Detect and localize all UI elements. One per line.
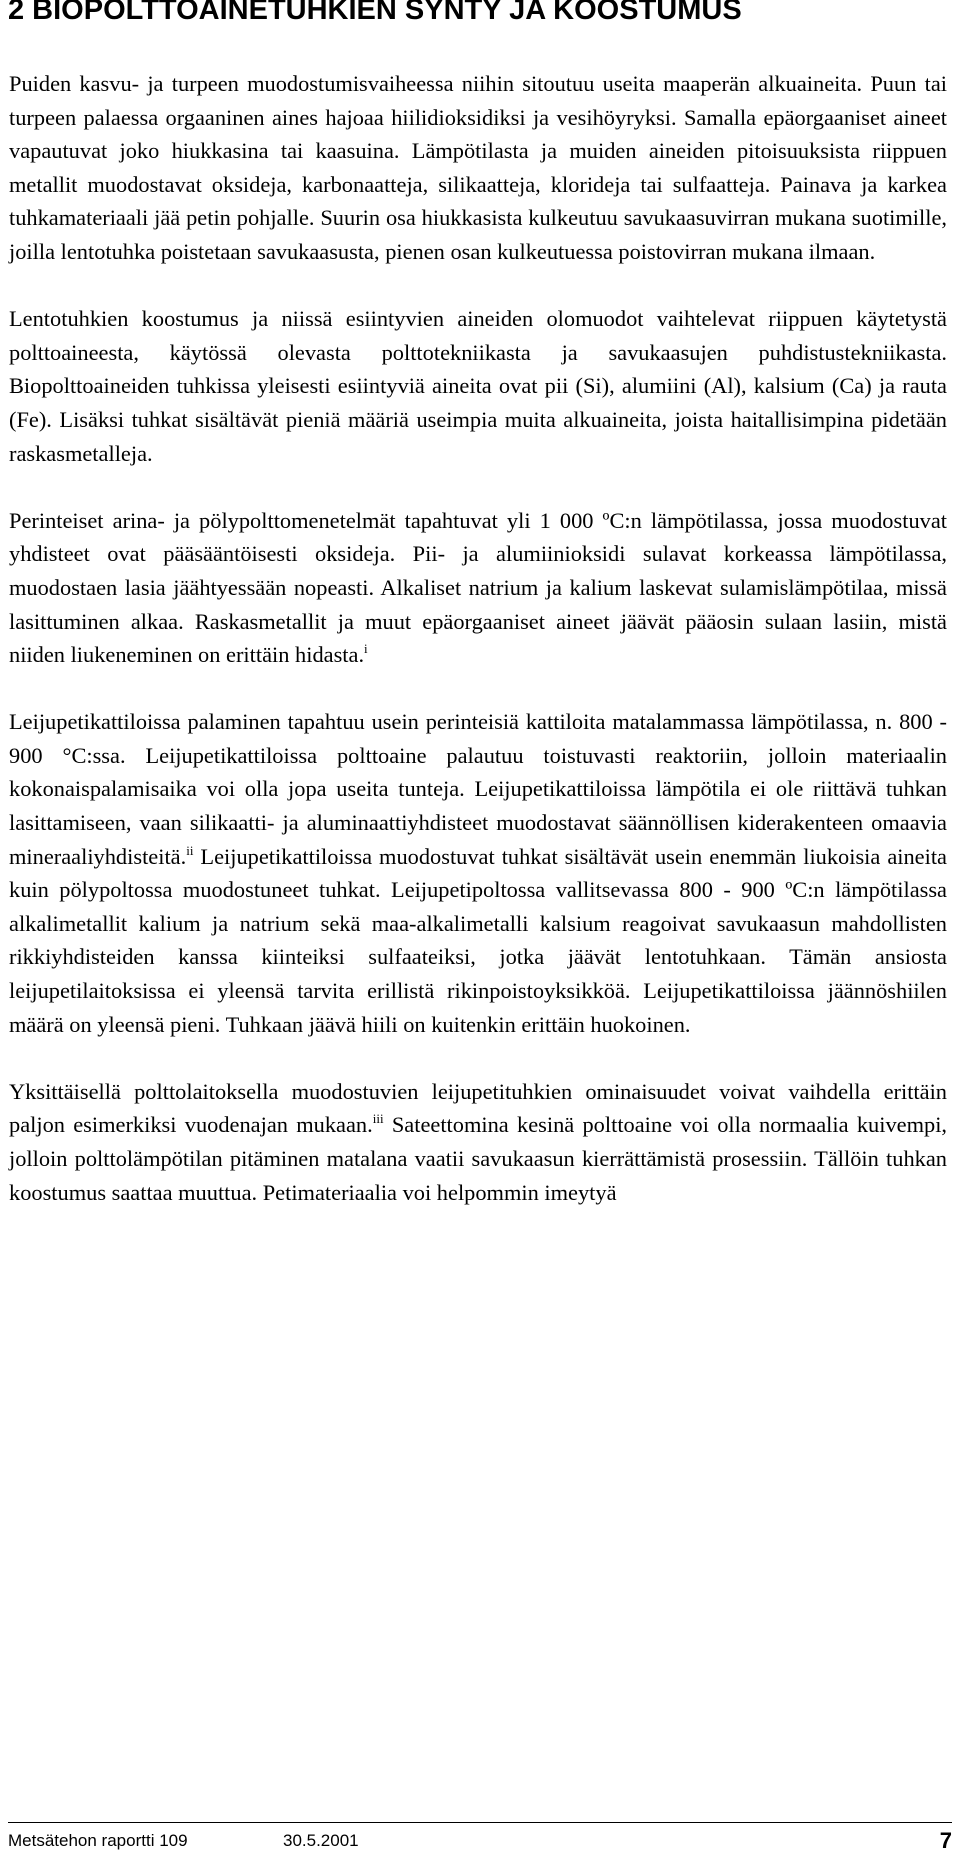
paragraph-5-text-b: Sateettomina kesinä polttoaine voi olla normaalia kuivempi, jolloin polttolämpötilan pitäminen matalana vaatii savukaasun kierrättämistä prosessiin. Tällöin tuhkan koostumus saattaa muuttua. Petimateriaalia voi helpommin imeytyä — [9, 1112, 948, 1205]
paragraph-4-text-a: Leijupetikattiloissa palaminen tapahtuu usein perinteisiä kattiloita matalammassa lämpötilassa, n. 800 - 900 °C:ssa. Leijupetikattiloissa polttoaine palautuu toistuvasti reaktoriin, jolloin materiaalin kokonaispalamisaika voi olla jopa useita tunteja. Leijupetikattiloissa lämpötila ei ole riittävä tuhkan lasittamiseen, vaan silikaatti- ja aluminaattiyhdisteet muodostavat säännöllisen kiderakenteen omaavia mineraaliyhdisteitä. — [9, 709, 947, 869]
page-footer — [8, 1826, 952, 1856]
footer-page-number: 7 — [939, 1828, 952, 1853]
paragraph-4 — [9, 705, 947, 1041]
section-heading: 2 BIOPOLTTOAINETUHKIEN SYNTY JA KOOSTUMUS — [8, 0, 742, 26]
endnote-marker-ii[interactable]: ii — [186, 842, 194, 858]
paragraph-5 — [9, 1075, 947, 1209]
paragraph-1: Puiden kasvu- ja turpeen muodostumisvaiheessa niihin sitoutuu useita maaperän alkuaineita. Puun tai turpeen palaessa orgaaninen aines hajoaa hiilidioksidiksi ja vesihöyryksi. Samalla epäorgaaniset aineet vapautuvat joko hiukkasina tai kaasuina. Lämpötilasta ja muiden aineiden pitoisuuksista riippuen metallit muodostavat oksideja, karbonaatteja, silikaatteja, klorideja tai sulfaatteja. Painava ja karkea tuhkamateriaali jää petin pohjalle. Suurin osa hiukkasista kulkeutuu savukaasuvirran mukana suotimille, joilla lentotuhka poistetaan savukaasusta, pienen osan kulkeutuessa poistovirran mukana ilmaan. — [9, 71, 947, 264]
body-text — [9, 67, 947, 1243]
footer-date: 30.5.2001 — [283, 1831, 359, 1850]
paragraph-4-text-b: Leijupetikattiloissa muodostuvat tuhkat sisältävät usein enemmän liukoisia aineita kuin pölypoltossa muodostuneet tuhkat. Leijupetipoltossa vallitsevassa 800 - 900 ºC:n lämpötilassa alkalimetallit kalium ja natrium sekä maa-alkalimetalli kalsium reagoivat savukaasun mahdollisten rikkiyhdisteiden kanssa kiinteiksi sulfaateiksi, jotka jäävät lentotuhkaan. Tämän ansiosta leijupetilaitoksissa ei yleensä tarvita erillistä rikinpoistoyksikköä. Leijupetikattiloissa jäännöshiilen määrä on yleensä pieni. Tuhkaan jäävä hiili on kuitenkin erittäin huokoinen. — [9, 843, 947, 1037]
paragraph-3-text: Perinteiset arina- ja pölypolttomenetelmät tapahtuvat yli 1 000 ºC:n lämpötilassa, jossa muodostuvat yhdisteet ovat pääsääntöisesti oksideja. Pii- ja alumiinioksidi sulavat korkeassa lämpötilassa, muodostaen lasia jäähtyessään nopeasti. Alkaliset natrium ja kalium laskevat sulamislämpötilaa, missä lasittuminen alkaa. Raskasmetallit ja muut epäorgaaniset aineet jäävät pääosin sulaan lasiin, mistä niiden liukeneminen on erittäin hidasta. — [9, 507, 947, 668]
paragraph-5-text-a: Yksittäisellä polttolaitoksella muodostuvien leijupetituhkien ominaisuudet voivat vaihdella erittäin paljon esimerkiksi vuodenajan mukaan. — [9, 1078, 947, 1138]
footer-publication: Metsätehon raportti 109 — [8, 1831, 188, 1850]
endnote-marker-i[interactable]: i — [364, 641, 368, 657]
endnote-marker-iii[interactable]: iii — [372, 1111, 384, 1127]
paragraph-3 — [9, 504, 947, 672]
document-page — [8, 0, 952, 1861]
footer-divider — [8, 1822, 952, 1823]
paragraph-2: Lentotuhkien koostumus ja niissä esiintyvien aineiden olomuodot vaihtelevat riippuen käytetystä polttoaineesta, käytössä olevasta polttotekniikasta ja savukaasujen puhdistustekniikasta. Biopolttoaineiden tuhkissa yleisesti esiintyviä aineita ovat pii (Si), alumiini (Al), kalsium (Ca) ja rauta (Fe). Lisäksi tuhkat sisältävät pieniä määriä useimpia muita alkuaineita, joista haitallisimpina pidetään raskasmetalleja. — [9, 306, 947, 466]
